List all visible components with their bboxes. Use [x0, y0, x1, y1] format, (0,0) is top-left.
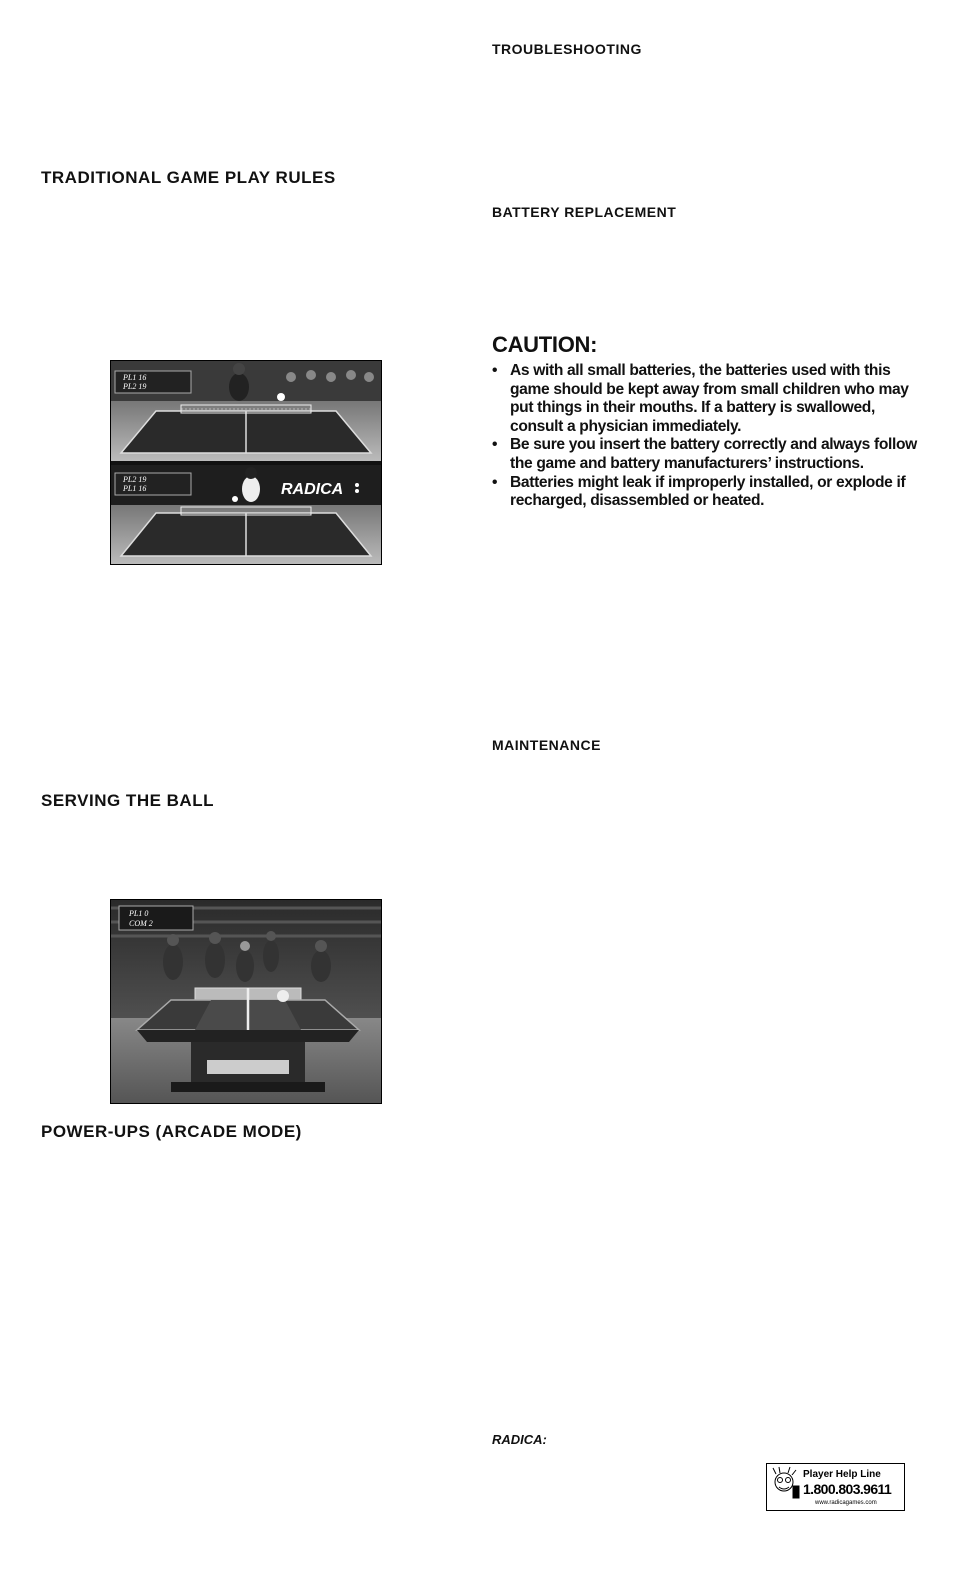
- arcade-score-line1: PL1 0: [129, 909, 149, 918]
- caution-block: [492, 332, 917, 511]
- heading-battery-replacement: BATTERY REPLACEMENT: [492, 204, 677, 220]
- radica-logo-in-game: RADICA: [281, 481, 344, 498]
- bullet-icon: •: [492, 436, 498, 454]
- caution-title: CAUTION:: [492, 332, 598, 357]
- caution-item: • Be sure you insert the battery correctly and always follow the game and battery manufacturers’ instructions.: [492, 436, 917, 472]
- screenshot-arcade-table: [110, 899, 382, 1104]
- mascot-icon: [773, 1467, 799, 1498]
- top-score-line2: PL2 19: [123, 382, 147, 391]
- heading-maintenance: MAINTENANCE: [492, 737, 601, 753]
- split-screen-game-image: [111, 361, 381, 564]
- bullet-icon: •: [492, 362, 498, 379]
- bottom-score-line2: PL1 16: [123, 484, 147, 493]
- bullet-icon: •: [492, 473, 498, 491]
- arcade-score-line2: COM 2: [129, 919, 153, 928]
- heading-power-ups: POWER-UPS (ARCADE MODE): [41, 1122, 302, 1141]
- radica-brand-footer: RADICA:: [492, 1432, 547, 1447]
- caution-list: [492, 362, 917, 511]
- help-line-url: www.radicagames.com: [815, 1500, 877, 1506]
- screenshot-split-screen: [110, 360, 382, 565]
- bottom-score-line1: PL2 19: [123, 475, 147, 484]
- top-score-line1: PL1 16: [123, 373, 147, 382]
- caution-item: • Batteries might leak if improperly installed, or explode if recharged, disassembled or heated.: [492, 473, 906, 510]
- player-help-line-box: [766, 1463, 905, 1511]
- help-line-graphic: [767, 1464, 904, 1510]
- caution-item: • As with all small batteries, the batteries used with this game should be kept away from small children who may put things in their mouths. If a battery is swallowed, consult a physician immediately.: [492, 362, 909, 435]
- help-line-title: Player Help Line: [803, 1469, 881, 1480]
- arcade-game-image: [111, 900, 381, 1103]
- heading-troubleshooting: TROUBLESHOOTING: [492, 41, 642, 57]
- heading-serving-the-ball: SERVING THE BALL: [41, 791, 214, 810]
- heading-traditional-rules: TRADITIONAL GAME PLAY RULES: [41, 168, 336, 187]
- help-line-phone: 1.800.803.9611: [803, 1481, 892, 1497]
